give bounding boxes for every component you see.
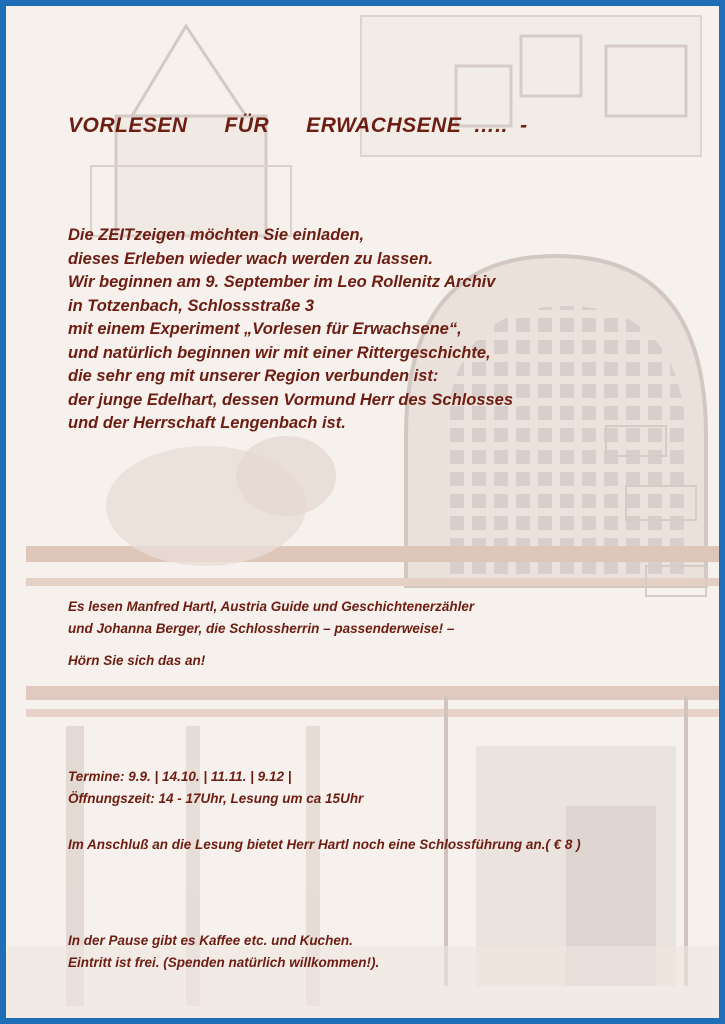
intro-line: Die ZEITzeigen möchten Sie einladen, — [68, 226, 365, 244]
intro-line: und der Herrschaft Lengenbach ist. — [68, 414, 346, 432]
intro-line: dieses Erleben wieder wach werden zu lassen. — [68, 249, 433, 268]
intro-line: und natürlich beginnen wir mit einer Rittergeschichte, — [68, 343, 491, 362]
intro-line: Wir beginnen am 9. September im Leo Rollenitz Archiv — [68, 273, 496, 291]
page-title: VORLESEN FÜR ERWACHSENE ….. - — [68, 114, 528, 137]
readers-invitation: Hörn Sie sich das an! — [68, 653, 206, 668]
intro-line: der junge Edelhart, dessen Vormund Herr des Schlosses — [68, 390, 514, 409]
pause-line: In der Pause gibt es Kaffee etc. und Kuchen. — [68, 933, 353, 948]
schedule-section — [68, 766, 581, 856]
intro-text — [68, 224, 513, 436]
readers-line: und Johanna Berger, die Schlossherrin – passenderweise! – — [68, 621, 455, 636]
admission-line: Eintritt ist frei. (Spenden natürlich willkommen!). — [68, 955, 380, 970]
intro-line: in Totzenbach, Schlossstraße 3 — [68, 296, 315, 315]
flyer-page — [6, 6, 719, 1018]
intro-line: die sehr eng mit unserer Region verbunden ist: — [68, 367, 439, 385]
tour-line: Im Anschluß an die Lesung bietet Herr Hartl noch eine Schlossführung an.( € 8 ) — [68, 837, 581, 852]
opening-hours-line: Öffnungszeit: 14 - 17Uhr, Lesung um ca 15Uhr — [68, 791, 364, 806]
pause-section — [68, 930, 379, 974]
termine-line: Termine: 9.9. | 14.10. | 11.11. | 9.12 | — [68, 769, 292, 784]
intro-line: mit einem Experiment „Vorlesen für Erwachsene“, — [68, 320, 462, 338]
readers-section — [68, 596, 474, 672]
readers-line: Es lesen Manfred Hartl, Austria Guide und Geschichtenerzähler — [68, 599, 475, 614]
castle-illustration — [6, 6, 719, 1018]
